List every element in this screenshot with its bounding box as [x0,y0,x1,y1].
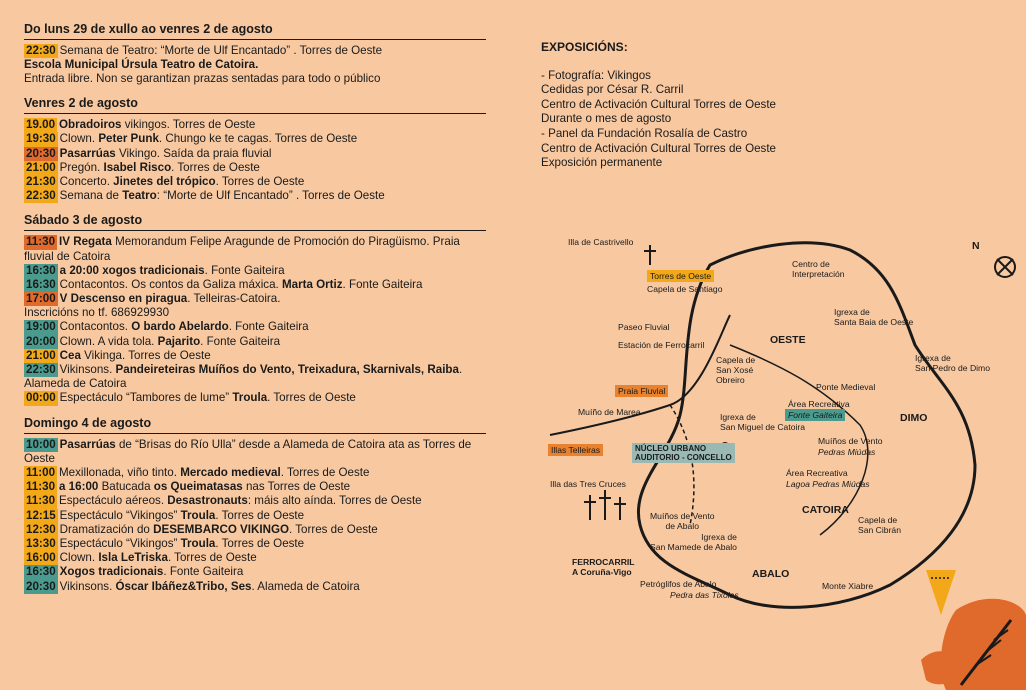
map-label: Paseo Fluvial [618,322,670,332]
event-row [24,565,486,579]
event-time: 19:00 [26,320,56,334]
event-text: Teatro [122,189,157,203]
map-label: Capela de Santiago [647,284,723,294]
event-text: Cea [59,348,81,362]
event-time: 21:00 [26,160,56,174]
event-time: 19:30 [26,132,56,146]
event-time: 20:30 [26,579,56,593]
event-text: Marta Ortiz [281,278,343,292]
event-text: Peter Punk [98,132,159,146]
event-text: O bardo Abelardo [131,320,229,334]
map-label: Capela de San Xosé Obreiro [716,355,756,385]
event-row [24,175,486,189]
event-time: 19.00 [26,118,56,132]
section-title: Domingo 4 de agosto [24,416,486,434]
event-text: os Queimatasas [153,480,243,494]
event-row [24,118,486,132]
event-row [24,391,486,405]
event-row [24,58,486,72]
event-text: Óscar Ibáñez&Tribo, Ses [115,579,252,593]
event-text: Memorandum Felipe Aragunde de Promoción do Piragüismo. Praia fluvial de Catoira [24,235,460,263]
exhibitions-title: EXPOSICIÓNS: [541,40,628,54]
map-label: Muíños de Vento de Abalo [650,511,715,531]
event-row [24,438,486,466]
event-row [24,189,486,203]
map-label: Lagoa Pedras Miúdas [786,479,870,489]
event-text: Pregón. [59,160,104,174]
event-time: 22:30 [26,189,56,203]
map-label: Muíños de Vento [818,436,883,446]
exhibition-line: Centro de Activación Cultural Torres de Oeste [541,97,776,111]
event-row [24,132,486,146]
event-row [24,147,486,161]
program-section [24,213,486,405]
program-section [24,96,486,203]
event-time: 00:00 [26,391,56,405]
section-title: Venres 2 de agosto [24,96,486,114]
map-label: Muíño de Marea [578,407,641,417]
event-time: 16:30 [26,263,56,277]
event-row [24,480,486,494]
event-text: . Torres de Oeste [267,391,356,405]
event-row [24,306,486,320]
map-tag-nucleo-urbano: NÚCLEO URBANO AUDITORIO - CONCELLO [632,443,735,463]
event-text: Troula [180,537,216,551]
event-text: Troula [232,391,268,405]
event-text: . Fonte Gaiteira [163,565,244,579]
event-text: : máis alto aínda. Torres de Oeste [247,494,422,508]
event-text: Vikinsons. [59,363,116,377]
event-text: a 16:00 [59,480,99,494]
exhibition-line: - Fotografía: Vikingos [541,68,651,82]
event-text: . Telleiras-Catoira. [187,292,281,306]
event-time: 11:30 [26,494,56,508]
map-label: Área Recreativa [788,399,850,409]
exhibition-line: Durante o mes de agosto [541,112,672,126]
event-text: . Torres de Oeste [167,551,257,565]
event-text: . Torres de Oeste [289,522,378,536]
event-text: . Chungo ke te cagas. Torres de Oeste [158,132,358,146]
event-row [24,161,486,175]
map-label: Ponte Medieval [816,382,876,392]
section-title: Do luns 29 de xullo ao venres 2 de agosto [24,22,486,40]
event-text: Vikingo. Saída da praia fluvial [115,146,272,160]
event-text: Mercado medieval [180,466,281,480]
event-time: 16:30 [26,565,56,579]
event-text: Clown. A vida tola. [59,334,158,348]
event-text: Concerto. [59,175,114,189]
map-label-oeste: OESTE [770,334,806,346]
event-text: DESEMBARCO VIKINGO [153,522,290,536]
event-text: . Torres de Oeste [215,175,305,189]
event-row [24,335,486,349]
event-time: 21:30 [26,175,56,189]
section-title: Sábado 3 de agosto [24,213,486,231]
event-text: Xogos tradicionais [59,565,164,579]
event-text: : “Morte de Ulf Encantado” . Torres de Oeste [156,189,385,203]
event-time: 12:30 [26,522,56,536]
event-time: 13:30 [26,537,56,551]
map-label: Pedras Miúdas [818,447,876,457]
event-text: . Torres de Oeste [171,160,260,174]
event-text: Isla LeTriska [98,551,168,565]
event-text: IV Regata [59,235,112,249]
exhibition-line: Exposición permanente [541,156,663,170]
map-label: Estación de Ferrocarril [618,340,705,350]
event-text: . Alameda de Catoira [251,579,360,593]
event-text: Inscricións no tf. 686929930 [24,306,170,320]
map-label-catoira: CATOIRA [802,504,849,516]
event-row [24,363,486,391]
program-column [24,22,486,604]
event-row [24,292,486,306]
event-text: Clown. [59,132,99,146]
event-text: . Torres de Oeste [215,537,305,551]
event-row [24,320,486,334]
event-text: Isabel Risco [103,160,172,174]
map-label: Capela de San Cibrán [858,515,901,535]
event-text: Pasarrúas [59,146,116,160]
map-label: Centro de Interpretación [792,259,845,279]
event-row [24,551,486,565]
event-text: . Alameda de Catoira [24,363,463,391]
map-label: Illa das Tres Cruces [550,479,626,489]
event-row [24,523,486,537]
event-text: . Fonte Gaiteira [228,320,309,334]
event-text: Semana de Teatro: “Morte de Ulf Encantado” . Torres de Oeste [59,44,383,57]
event-text: Semana de [59,189,123,203]
event-text: Espectáculo aéreos. [59,494,168,508]
event-time: 21:00 [26,348,56,362]
event-text: Jinetes del trópico [113,175,216,189]
event-text: . Torres de Oeste [280,466,370,480]
event-row [24,494,486,508]
event-text: Troula [180,508,216,522]
map-label: Igrexa de Santa Baia de Oeste [834,307,914,327]
event-text: Pajarito [157,334,201,348]
event-time: 22:30 [26,44,56,57]
event-time: 11:00 [26,466,56,480]
event-text: Batucada [98,480,154,494]
event-text: vikingos. Torres de Oeste [121,118,256,132]
map-tag-fonte-gaiteira: Fonte Gaiteira [785,409,845,421]
event-text: Espectáculo “Tambores de lume” [59,391,233,405]
map-label: Igrexa de San Mamede de Abalo [650,532,737,552]
event-text: . Fonte Gaiteira [342,278,423,292]
event-text: Clown. [59,551,99,565]
event-text: Dramatización do [59,522,154,536]
exhibition-line: Cedidas por César R. Carril [541,83,684,97]
event-time: 10:00 [26,437,56,451]
event-time: 17:00 [26,292,56,306]
event-text: Espectáculo “Vikingos” [59,537,181,551]
event-row [24,537,486,551]
event-time: 16:30 [26,278,56,292]
map-label-ferrocarril: FERROCARRIL A Coruña-Vigo [572,557,635,577]
event-text: Vikinsons. [59,579,116,593]
map-label: Igrexa de San Pedro de Dimo [915,353,990,373]
program-section [24,22,486,86]
map-label: Petróglifos de Abalo [640,579,717,589]
event-text: Mexillonada, viño tinto. [59,466,181,480]
map-label: Illa de Castrivello [568,237,634,247]
event-row [24,278,486,292]
exhibition-line: - Panel da Fundación Rosalía de Castro [541,126,748,140]
event-text: Obradoiros [59,118,122,132]
decorative-leaf-icon [916,560,1026,690]
event-text: . Fonte Gaiteira [204,263,285,277]
event-time: 16:00 [26,551,56,565]
event-time: 20:30 [26,146,56,160]
event-time: 11:30 [26,480,56,494]
map-label: Monte Xiabre [822,581,874,591]
event-text: Pandeireteiras Muíños do Vento, Treixadura, Skarnivals, Raiba [115,363,459,377]
event-row [24,349,486,363]
event-text: Entrada libre. Non se garantizan prazas sentadas para todo o público [24,72,381,86]
map-tag-praia-fluvial: Praia Fluvial [615,385,668,397]
event-row [24,235,486,263]
event-row [24,466,486,480]
event-row [24,264,486,278]
event-text: V Descenso en piragua [59,292,188,306]
event-text: Pasarrúas [59,437,116,451]
event-row [24,580,486,594]
event-text: a 20:00 xogos tradicionais [59,263,205,277]
event-text: Contacontos. [59,320,132,334]
map-tag-illas-telleiras: Illas Telleiras [548,444,603,456]
event-row [24,72,486,86]
event-text: nas Torres de Oeste [242,480,351,494]
exhibitions-block [541,40,841,171]
event-time: 12:15 [26,508,56,522]
event-row [24,44,486,58]
event-text: Desastronauts [167,494,248,508]
event-text: Contacontos. Os contos da Galiza máxica. [59,278,282,292]
event-row [24,509,486,523]
map-tag-torres-de-oeste: Torres de Oeste [647,270,714,282]
event-time: 22:30 [26,363,56,377]
map-label: Área Recreativa [786,468,848,478]
program-section [24,416,486,594]
event-text: . Fonte Gaiteira [200,334,281,348]
map-label: Pedra das Tixolas [670,590,739,600]
event-text: Espectáculo “Vikingos” [59,508,181,522]
event-text: Escola Municipal Úrsula Teatro de Catoira. [24,58,259,72]
event-text: Vikinga. Torres de Oeste [80,348,211,362]
map-label: Igrexa de San Miguel de Catoira [720,412,806,432]
map-label-abalo: ABALO [752,568,790,580]
event-time: 11:30 [26,235,56,249]
exhibition-line: Centro de Activación Cultural Torres de Oeste [541,141,776,155]
event-text: . Torres de Oeste [215,508,305,522]
map-label-dimo: DIMO [900,412,928,424]
event-time: 20:00 [26,334,56,348]
compass-label: N [972,240,980,252]
event-text: de “Brisas do Río Ulla” desde a Alameda de Catoira ata as Torres de Oeste [24,437,472,465]
